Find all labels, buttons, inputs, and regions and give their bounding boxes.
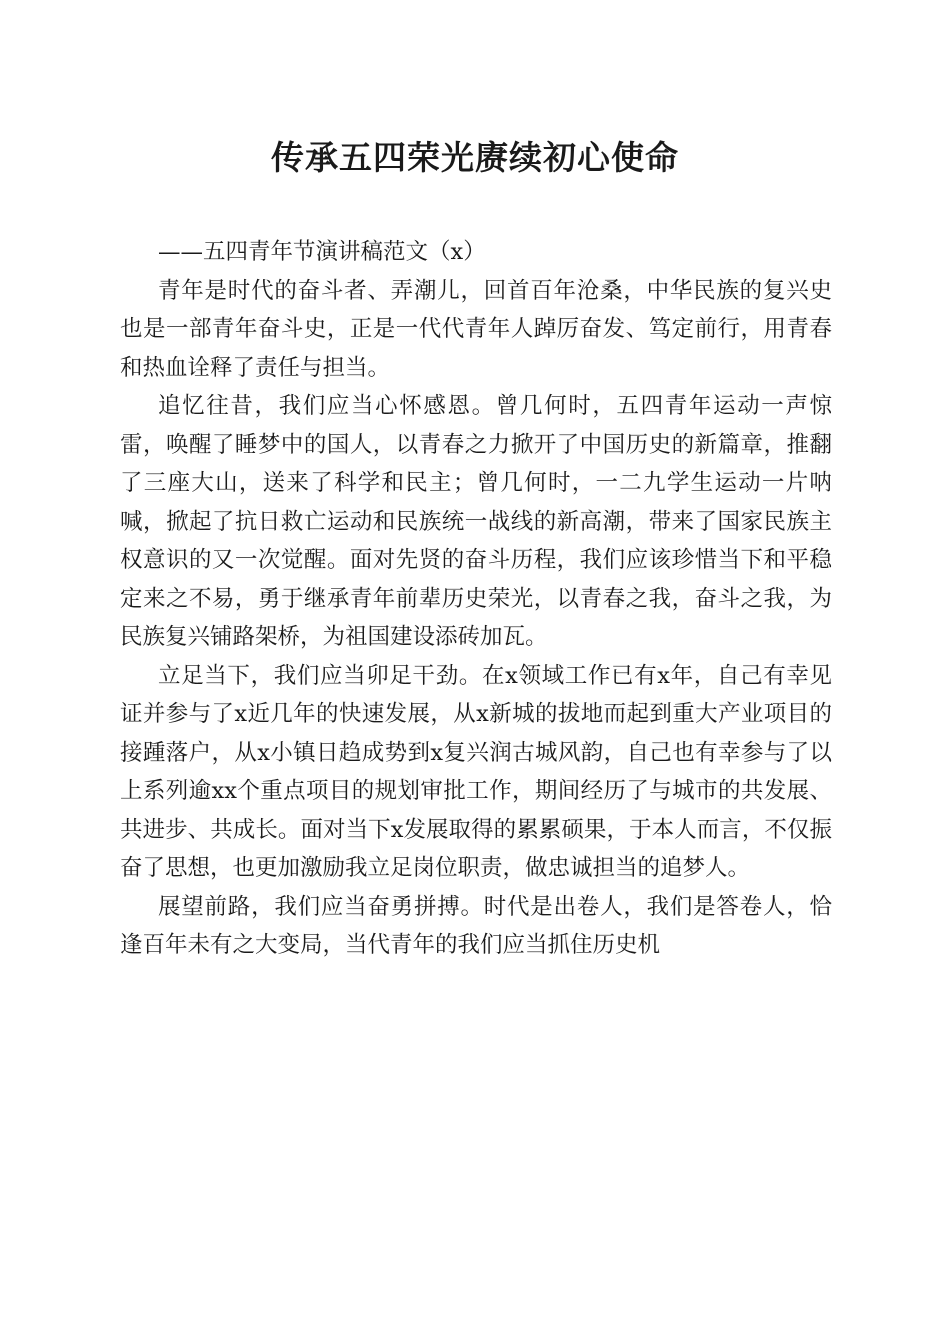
document-body — [120, 233, 832, 965]
document-title: 传承五四荣光赓续初心使命 — [271, 138, 679, 177]
document-subtitle: ——五四青年节演讲稿范文（x） — [158, 239, 486, 265]
paragraph: 展望前路，我们应当奋勇拼搏。时代是出卷人，我们是答卷人，恰逢百年未有之大变局，当代青年的我们应当抓住历史机 — [120, 893, 832, 958]
paragraph: 立足当下，我们应当卯足干劲。在x领域工作已有x年，自己有幸见证并参与了x近几年的快速发展，从x新城的拔地而起到重大产业项目的接踵落户，从x小镇日趋成势到x复兴润古城风韵，自己也有幸参与了以上系列逾xx个重点项目的规划审批工作，期间经历了与城市的共发展、共进步、共成长。面对当下x发展取得的累累硕果，于本人而言，不仅振奋了思想，也更加激励我立足岗位职责，做忠诚担当的追梦人。 — [120, 662, 832, 881]
paragraph: 追忆往昔，我们应当心怀感恩。曾几何时，五四青年运动一声惊雷，唤醒了睡梦中的国人，以青春之力掀开了中国历史的新篇章，推翻了三座大山，送来了科学和民主；曾几何时，一二九学生运动一片呐喊，掀起了抗日救亡运动和民族统一战线的新高潮，带来了国家民族主权意识的又一次觉醒。面对先贤的奋斗历程，我们应该珍惜当下和平稳定来之不易，勇于继承青年前辈历史荣光，以青春之我，奋斗之我，为民族复兴铺路架桥，为祖国建设添砖加瓦。 — [120, 393, 832, 650]
paragraph: 青年是时代的奋斗者、弄潮儿，回首百年沧桑，中华民族的复兴史也是一部青年奋斗史，正是一代代青年人踔厉奋发、笃定前行，用青春和热血诠释了责任与担当。 — [120, 277, 832, 381]
